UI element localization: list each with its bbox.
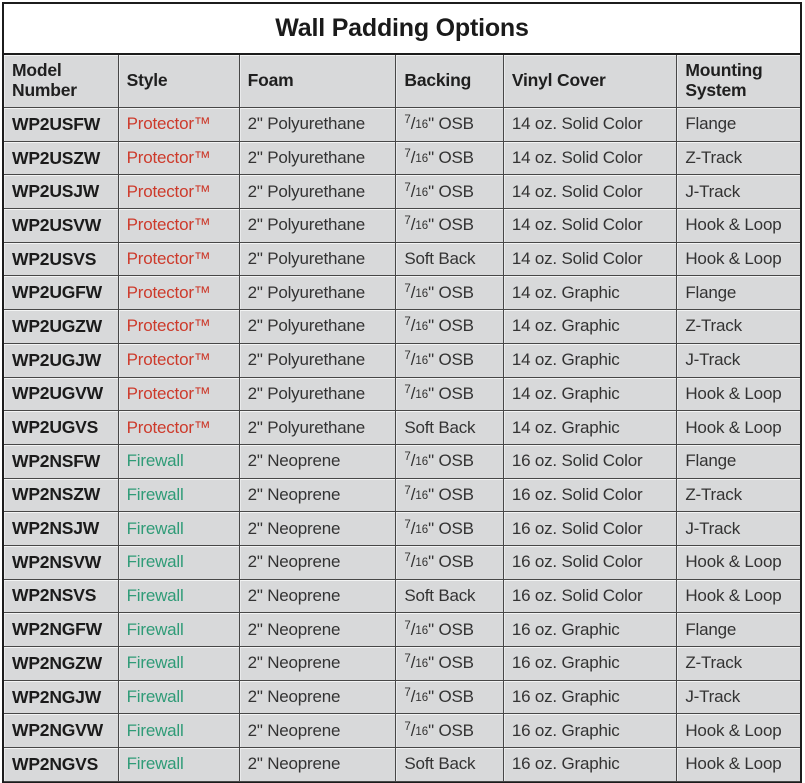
cell-vinyl-cover: 14 oz. Solid Color (504, 108, 678, 142)
cell-vinyl-cover: 14 oz. Solid Color (504, 142, 678, 176)
cell-model-number: WP2NGZW (4, 647, 119, 681)
cell-mounting-system: Z-Track (677, 142, 800, 176)
cell-foam: 2" Polyurethane (240, 142, 397, 176)
table-row (4, 344, 800, 378)
cell-foam: 2" Neoprene (240, 445, 397, 479)
cell-mounting-system: Z-Track (677, 310, 800, 344)
cell-backing: $^7/_{16}$" OSB (396, 647, 503, 681)
cell-style: Protector™ (119, 209, 240, 243)
cell-model-number: WP2USZW (4, 142, 119, 176)
cell-style: Protector™ (119, 175, 240, 209)
cell-mounting-system: Z-Track (677, 647, 800, 681)
cell-mounting-system: J-Track (677, 681, 800, 715)
cell-model-number: WP2UGVW (4, 378, 119, 412)
cell-vinyl-cover: 14 oz. Solid Color (504, 243, 678, 277)
cell-style: Protector™ (119, 310, 240, 344)
table-row (4, 647, 800, 681)
cell-foam: 2" Neoprene (240, 647, 397, 681)
cell-vinyl-cover: 14 oz. Solid Color (504, 175, 678, 209)
column-header-model-number: Model Number (4, 55, 119, 108)
cell-mounting-system: Hook & Loop (677, 243, 800, 277)
cell-style: Firewall (119, 512, 240, 546)
cell-foam: 2" Neoprene (240, 613, 397, 647)
wall-padding-options-sheet (2, 2, 802, 783)
header-row (4, 55, 800, 108)
table-row (4, 445, 800, 479)
cell-style: Firewall (119, 748, 240, 782)
cell-vinyl-cover: 16 oz. Graphic (504, 714, 678, 748)
spec-table (4, 55, 800, 782)
cell-vinyl-cover: 16 oz. Graphic (504, 647, 678, 681)
table-row (4, 613, 800, 647)
cell-style: Firewall (119, 479, 240, 513)
table-row (4, 546, 800, 580)
cell-vinyl-cover: 14 oz. Graphic (504, 378, 678, 412)
cell-mounting-system: Hook & Loop (677, 546, 800, 580)
cell-backing: $^7/_{16}$" OSB (396, 175, 503, 209)
cell-foam: 2" Neoprene (240, 748, 397, 782)
cell-model-number: WP2NGVW (4, 714, 119, 748)
table-header (4, 55, 800, 108)
table-row (4, 209, 800, 243)
cell-vinyl-cover: 16 oz. Solid Color (504, 546, 678, 580)
cell-vinyl-cover: 16 oz. Graphic (504, 681, 678, 715)
cell-model-number: WP2NSVW (4, 546, 119, 580)
cell-mounting-system: Hook & Loop (677, 580, 800, 614)
cell-vinyl-cover: 16 oz. Graphic (504, 613, 678, 647)
cell-backing: $^7/_{16}$" OSB (396, 681, 503, 715)
cell-model-number: WP2USJW (4, 175, 119, 209)
cell-vinyl-cover: 16 oz. Solid Color (504, 580, 678, 614)
cell-model-number: WP2NSVS (4, 580, 119, 614)
column-header-backing: Backing (396, 55, 503, 108)
table-row (4, 411, 800, 445)
cell-mounting-system: Flange (677, 276, 800, 310)
cell-backing: $^7/_{16}$" OSB (396, 142, 503, 176)
cell-vinyl-cover: 16 oz. Solid Color (504, 512, 678, 546)
cell-vinyl-cover: 14 oz. Graphic (504, 411, 678, 445)
table-row (4, 512, 800, 546)
cell-style: Protector™ (119, 276, 240, 310)
table-row (4, 108, 800, 142)
cell-foam: 2" Neoprene (240, 479, 397, 513)
cell-foam: 2" Polyurethane (240, 108, 397, 142)
cell-backing: $^7/_{16}$" OSB (396, 310, 503, 344)
cell-backing: Soft Back (396, 580, 503, 614)
page-title: Wall Padding Options (4, 4, 800, 55)
table-rows (4, 108, 800, 782)
cell-foam: 2" Neoprene (240, 546, 397, 580)
cell-vinyl-cover: 14 oz. Solid Color (504, 209, 678, 243)
cell-backing: $^7/_{16}$" OSB (396, 512, 503, 546)
column-header-style: Style (119, 55, 240, 108)
cell-style: Protector™ (119, 378, 240, 412)
cell-backing: $^7/_{16}$" OSB (396, 276, 503, 310)
cell-style: Firewall (119, 647, 240, 681)
cell-foam: 2" Polyurethane (240, 276, 397, 310)
cell-vinyl-cover: 14 oz. Graphic (504, 276, 678, 310)
cell-foam: 2" Neoprene (240, 580, 397, 614)
table-row (4, 748, 800, 782)
cell-model-number: WP2USVW (4, 209, 119, 243)
cell-model-number: WP2USVS (4, 243, 119, 277)
cell-style: Protector™ (119, 108, 240, 142)
cell-foam: 2" Polyurethane (240, 310, 397, 344)
cell-mounting-system: Flange (677, 108, 800, 142)
cell-foam: 2" Polyurethane (240, 411, 397, 445)
cell-foam: 2" Polyurethane (240, 243, 397, 277)
cell-model-number: WP2UGZW (4, 310, 119, 344)
cell-foam: 2" Neoprene (240, 681, 397, 715)
cell-vinyl-cover: 16 oz. Solid Color (504, 445, 678, 479)
cell-foam: 2" Polyurethane (240, 175, 397, 209)
cell-vinyl-cover: 16 oz. Graphic (504, 748, 678, 782)
cell-mounting-system: Hook & Loop (677, 748, 800, 782)
column-header-vinyl-cover: Vinyl Cover (504, 55, 678, 108)
cell-style: Protector™ (119, 411, 240, 445)
cell-model-number: WP2UGVS (4, 411, 119, 445)
cell-model-number: WP2NGVS (4, 748, 119, 782)
cell-style: Protector™ (119, 142, 240, 176)
cell-foam: 2" Polyurethane (240, 209, 397, 243)
cell-style: Firewall (119, 714, 240, 748)
cell-backing: Soft Back (396, 243, 503, 277)
cell-vinyl-cover: 16 oz. Solid Color (504, 479, 678, 513)
cell-backing: $^7/_{16}$" OSB (396, 108, 503, 142)
cell-model-number: WP2NSFW (4, 445, 119, 479)
cell-backing: Soft Back (396, 411, 503, 445)
cell-vinyl-cover: 14 oz. Graphic (504, 344, 678, 378)
table-row (4, 243, 800, 277)
cell-mounting-system: J-Track (677, 175, 800, 209)
cell-backing: $^7/_{16}$" OSB (396, 378, 503, 412)
cell-mounting-system: Hook & Loop (677, 411, 800, 445)
table-row (4, 142, 800, 176)
cell-mounting-system: Flange (677, 445, 800, 479)
cell-vinyl-cover: 14 oz. Graphic (504, 310, 678, 344)
cell-model-number: WP2NSJW (4, 512, 119, 546)
cell-model-number: WP2UGJW (4, 344, 119, 378)
cell-backing: $^7/_{16}$" OSB (396, 546, 503, 580)
cell-backing: $^7/_{16}$" OSB (396, 344, 503, 378)
table-row (4, 175, 800, 209)
cell-model-number: WP2NGJW (4, 681, 119, 715)
cell-model-number: WP2USFW (4, 108, 119, 142)
cell-mounting-system: Hook & Loop (677, 378, 800, 412)
cell-style: Protector™ (119, 243, 240, 277)
cell-foam: 2" Neoprene (240, 714, 397, 748)
cell-foam: 2" Neoprene (240, 512, 397, 546)
cell-mounting-system: J-Track (677, 512, 800, 546)
table-row (4, 276, 800, 310)
cell-style: Protector™ (119, 344, 240, 378)
table-row (4, 479, 800, 513)
cell-backing: $^7/_{16}$" OSB (396, 613, 503, 647)
cell-style: Firewall (119, 445, 240, 479)
column-header-mounting-system: Mounting System (677, 55, 800, 108)
cell-foam: 2" Polyurethane (240, 344, 397, 378)
table-row (4, 714, 800, 748)
cell-mounting-system: Flange (677, 613, 800, 647)
cell-mounting-system: Hook & Loop (677, 209, 800, 243)
cell-backing: Soft Back (396, 748, 503, 782)
cell-model-number: WP2UGFW (4, 276, 119, 310)
table-row (4, 378, 800, 412)
cell-backing: $^7/_{16}$" OSB (396, 209, 503, 243)
cell-mounting-system: Z-Track (677, 479, 800, 513)
table-row (4, 310, 800, 344)
cell-mounting-system: J-Track (677, 344, 800, 378)
cell-model-number: WP2NSZW (4, 479, 119, 513)
cell-backing: $^7/_{16}$" OSB (396, 714, 503, 748)
table-row (4, 681, 800, 715)
cell-style: Firewall (119, 681, 240, 715)
cell-foam: 2" Polyurethane (240, 378, 397, 412)
cell-backing: $^7/_{16}$" OSB (396, 445, 503, 479)
cell-style: Firewall (119, 613, 240, 647)
cell-mounting-system: Hook & Loop (677, 714, 800, 748)
column-header-foam: Foam (240, 55, 397, 108)
table-row (4, 580, 800, 614)
cell-style: Firewall (119, 546, 240, 580)
cell-style: Firewall (119, 580, 240, 614)
cell-backing: $^7/_{16}$" OSB (396, 479, 503, 513)
cell-model-number: WP2NGFW (4, 613, 119, 647)
